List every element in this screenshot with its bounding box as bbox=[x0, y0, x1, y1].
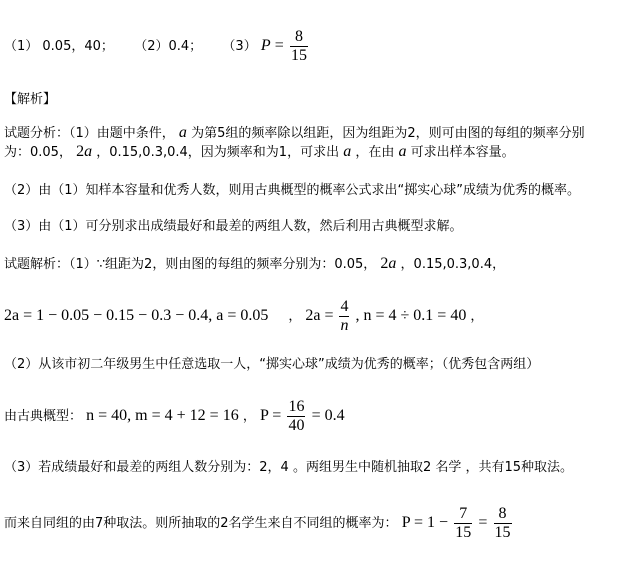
solution-s3-res: = 0.4 bbox=[311, 407, 345, 424]
solution-line-3 bbox=[4, 398, 345, 435]
analysis-line-3: （2）由（1）知样本容量和优秀人数，则用古典概型的概率公式求出“掷实心球”成绩为优秀的概率。 bbox=[4, 183, 581, 198]
analysis-a-var: a bbox=[343, 143, 352, 160]
solution-eq2a: 2a = bbox=[305, 307, 334, 325]
analysis-two: 2 bbox=[76, 143, 85, 160]
answer-line bbox=[4, 28, 310, 65]
analysis-a-var: a bbox=[178, 124, 187, 141]
solution-s5-p: P = 1 − bbox=[401, 514, 449, 531]
solution-s3-den: 40 bbox=[288, 417, 305, 434]
analysis-line-1 bbox=[4, 122, 585, 142]
solution-two: 2 bbox=[380, 255, 389, 272]
analysis-line-2 bbox=[4, 141, 515, 161]
solution-eq2b: , n = 4 ÷ 0.1 = 40 bbox=[355, 307, 467, 325]
solution-s3-eq: n = 40, m = 4 + 12 = 16 bbox=[86, 407, 239, 424]
solution-s5-eq: = bbox=[478, 514, 488, 531]
answer-part3-label: （3） bbox=[222, 39, 257, 54]
solution-equation-line bbox=[4, 298, 483, 335]
solution-comma: ， bbox=[470, 309, 484, 325]
solution-line-4: （3）若成绩最好和最差的两组人数分别为：2，4 。两组男生中随机抽取2 名学 ，共有15种取法。 bbox=[4, 460, 574, 475]
analysis-l1b: 为第5组的频率除以组距，因为组距为2，则可由图的每组的频率分别 bbox=[191, 126, 585, 141]
solution-eq2-den: n bbox=[340, 317, 349, 334]
solution-s5-num2: 8 bbox=[498, 505, 507, 522]
analysis-l2c: ，在由 bbox=[355, 145, 395, 160]
solution-line-2: （2）从该市初二年级男生中任意选取一人，“掷实心球”成绩为优秀的概率；（优秀包含两组） bbox=[4, 357, 540, 372]
analysis-line-4: （3）由（1）可分别求出成绩最好和最差的两组人数，然后利用古典概型求解。 bbox=[4, 219, 463, 234]
solution-a-var: a bbox=[388, 255, 397, 272]
solution-s5-fraction-1 bbox=[454, 505, 472, 542]
analysis-l1a: 试题分析：（1）由题中条件， bbox=[4, 126, 175, 141]
analysis-header: 【解析】 bbox=[4, 92, 57, 107]
solution-s5-den1: 15 bbox=[455, 524, 472, 541]
solution-line-1 bbox=[4, 253, 505, 273]
solution-s5-fraction-2 bbox=[494, 505, 512, 542]
answer-part1: （1） 0.05，40； bbox=[4, 39, 114, 54]
solution-line-5 bbox=[4, 505, 514, 542]
solution-eq1: 2a = 1 − 0.05 − 0.15 − 0.3 − 0.4, a = 0.05 bbox=[4, 307, 269, 325]
answer-fraction-num: 8 bbox=[294, 28, 303, 45]
solution-s1b: ，0.15,0.3,0.4， bbox=[400, 257, 506, 272]
answer-part2: （2）0.4； bbox=[134, 39, 203, 54]
solution-s3-fraction bbox=[287, 398, 305, 435]
analysis-l2b: ，0.15,0.3,0.4，因为频率和为1，可求出 bbox=[96, 145, 340, 160]
solution-s3a: 由古典概型： bbox=[4, 409, 83, 424]
solution-s5a: 而来自同组的由7种取法。则所抽取的2名学生来自不同组的概率为： bbox=[4, 516, 398, 531]
solution-s3-comma: ， bbox=[242, 409, 256, 424]
solution-comma: ， bbox=[288, 309, 302, 325]
solution-s3-p: P = bbox=[260, 407, 282, 424]
solution-s3-num: 16 bbox=[288, 398, 305, 415]
answer-fraction bbox=[290, 28, 308, 65]
solution-s1a: 试题解析：（1）∵组距为2，则由图的每组的频率分别为：0.05， bbox=[4, 257, 377, 272]
analysis-a-var: a bbox=[84, 143, 93, 160]
answer-equals: = bbox=[274, 37, 284, 54]
solution-s5-num1: 7 bbox=[459, 505, 468, 522]
solution-s5-den2: 15 bbox=[494, 524, 511, 541]
analysis-a-var: a bbox=[398, 143, 407, 160]
analysis-l2d: 可求出样本容量。 bbox=[410, 145, 515, 160]
analysis-l2a: 为：0.05， bbox=[4, 145, 72, 160]
solution-eq2-num: 4 bbox=[340, 298, 349, 315]
solution-eq2-fraction bbox=[339, 298, 349, 335]
answer-fraction-den: 15 bbox=[290, 47, 307, 64]
answer-p-var: P bbox=[260, 37, 271, 54]
